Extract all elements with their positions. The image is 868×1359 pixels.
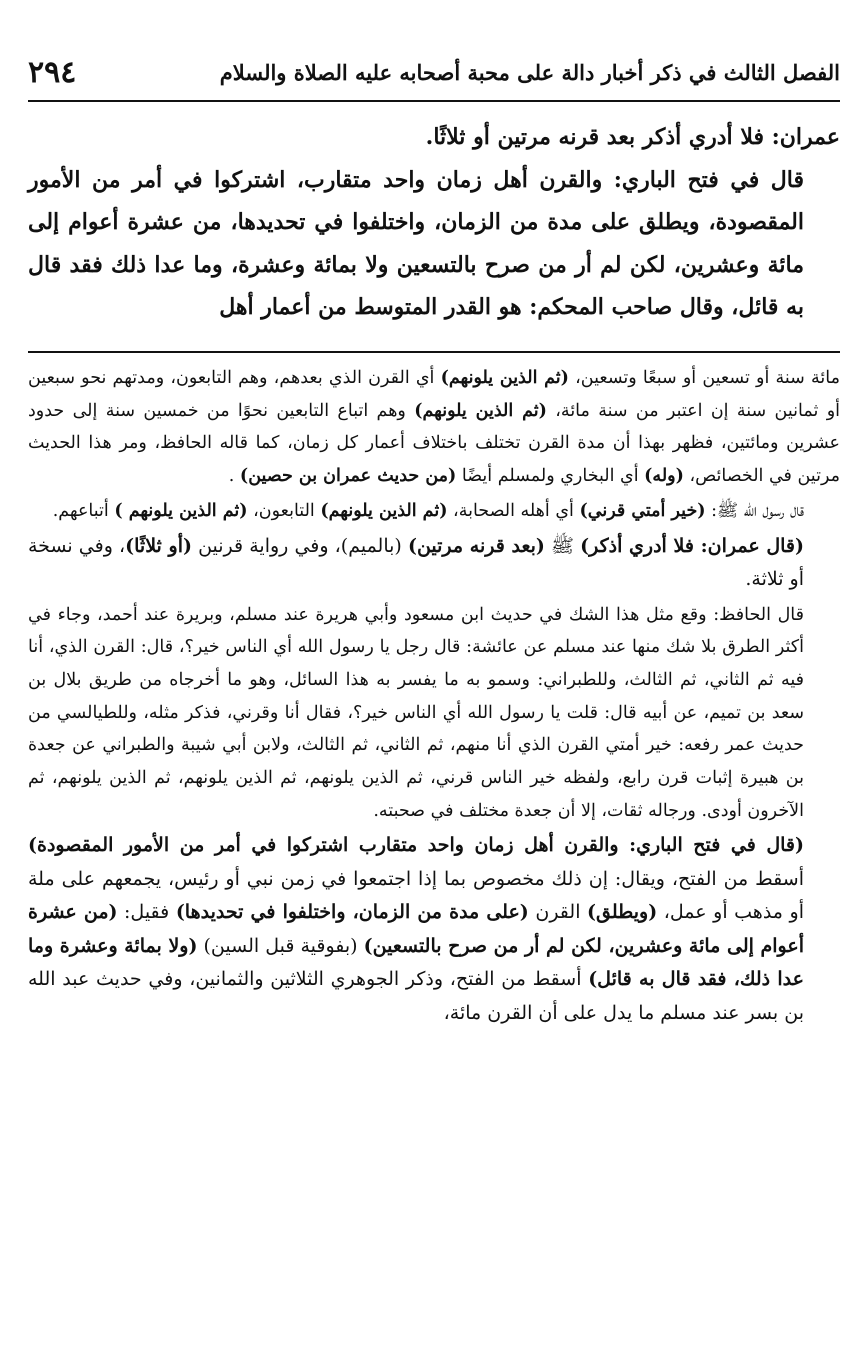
commentary-text: التابعون، [247,500,321,521]
commentary [28,362,840,1030]
main-text-paragraph: عمران: فلا أدري أذكر بعد قرنه مرتين أو ثلاثًا. [425,124,840,150]
quoted-text: (أو ثلاثًا) [125,534,192,557]
commentary-text: ﷺ [544,534,581,557]
commentary-text: أي أهله الصحابة، [447,500,580,521]
quoted-text: (ثم الذين يلونهم) [414,400,547,421]
running-title: الفصل الثالث في ذكر أخبار دالة على محبة أصحابه عليه الصلاة والسلام [219,59,840,85]
commentary-paragraph [28,495,840,528]
commentary-text: وهم اتباع التابعين نحوًا من خمسين سنة إلى حدود عشرين ومائتين، فظهر بهذا أن مدة القرن تختلف باختلاف أعمار كل زمان، كما قاله الحافظ، ومر هذا الحديث مرتين في الخصائص، [28,400,840,487]
commentary-paragraph [28,530,840,597]
page-header [28,44,840,102]
commentary-text: ، وفي نسخة أو ثلاثة. [28,534,804,591]
commentary-paragraph [28,362,840,493]
quoted-text: (بعد قرنه مرتين) [407,534,545,557]
commentary-text: قال رسول الله ﷺ: [705,500,804,521]
commentary-paragraph: قال الحافظ: وقع مثل هذا الشك في حديث ابن مسعود وأبي هريرة عند مسلم، وبريرة عند أحمد، وجاء في أكثر الطرق بلا شك منها عند مسلم عن عائشة: قال رجل يا رسول الله أي الناس خير؟، قال: القرن الذي، أنا فيه ثم الثاني، ثم الثالث، وللطبراني: وسمو به ما يفسر به هذا السائل، وهو ما أخرجاه من طريق بلال بن سعد بن تميم، عن أبيه قال: قلت يا رسول الله أي الناس خير؟، فقال أنا وقرني، فذكر مثله، وللطيالسي من حديث عمر رفعه: خير أمتي القرن الذي أنا منهم، ثم الثاني، ثم الثالث، ولابن أبي شيبة والطبراني عن جعدة بن هبيرة إثبات قرن رابع، ولفظه خير الناس قرني، ثم الذين يلونهم، ثم الذين يلونهم، ثم الذين يلونهم، ثم الآخرون أودى. ورجاله ثقات، إلا أن جعدة مختلف في صحبته. [28,604,804,821]
commentary-text: . [228,466,240,487]
commentary-text: (بالميم)، وفي رواية قرنين [191,534,408,557]
commentary-text: مائة سنة أو تسعين أو سبعًا وتسعين، [568,368,840,388]
quoted-text: (وله) [644,466,684,487]
quoted-text: (خير أمتي قرني) [579,500,706,521]
quoted-text: (على مدة من الزمان، واختلفوا في تحديدها) [175,901,529,924]
commentary-text: فقيل: [117,901,176,924]
commentary-text: أسقط من الفتح، ويقال: إن ذلك مخصوص بما إذا اجتمعوا في زمن نبي أو رئيس، يجمعهم على ملة أو مذهب أو عمل، [28,867,804,924]
commentary-text: (بفوقية قبل السين) [197,934,364,957]
commentary-paragraph [28,829,840,1030]
commentary-text: أي البخاري ولمسلم أيضًا [456,466,645,487]
footnote-divider [28,351,840,353]
page-number: ٢٩٤ [28,54,77,90]
commentary-text: أتباعهم. [52,500,115,521]
quoted-text: (قال في فتح الباري: والقرن أهل زمان واحد متقارب اشتركوا في أمر من الأمور المقصودة) [28,834,804,857]
commentary-text: القرن [528,901,588,924]
main-text-paragraph: قال في فتح الباري: والقرن أهل زمان واحد متقارب، اشتركوا في أمر من الأمور المقصودة، ويطلق على مدة من الزمان، واختلفوا في تحديدها، من عشرة أعوام إلى مائة وعشرين، لكن لم أر من صرح بالتسعين ولا بمائة وعشرة، وما عدا ذلك فقد قال به قائل، وقال صاحب المحكم: هو القدر المتوسط من أعمار أهل [28,166,805,320]
quoted-text: (ثم الذين يلونهم) [440,368,569,388]
commentary-text: أسقط من الفتح، وذكر الجوهري الثلاثين والثمانين، وفي حديث عبد الله بن بسر عند مسلم ما يدل على أن القرن مائة، [28,968,804,1024]
main-text [28,116,840,329]
quoted-text: (ثم الذين يلونهم) [320,500,448,521]
commentary-text: أي القرن الذي بعدهم، وهم التابعون، ومدتهم نحو سبعين أو ثمانين سنة إن اعتبر من سنة مائة، [28,368,841,421]
quoted-text: (من عشرة أعوام إلى مائة وعشرين، لكن لم أر من صرح بالتسعين) [28,901,804,957]
quoted-text: (ثم الذين يلونهم ) [114,500,248,521]
quoted-text: (ويطلق) [587,901,658,924]
quoted-text: (ولا بمائة وعشرة وما عدا ذلك، فقد قال به قائل) [28,934,804,991]
quoted-text: (من حديث عمران بن حصين) [239,466,457,487]
quoted-text: (قال عمران: فلا أدري أذكر) [580,534,805,557]
